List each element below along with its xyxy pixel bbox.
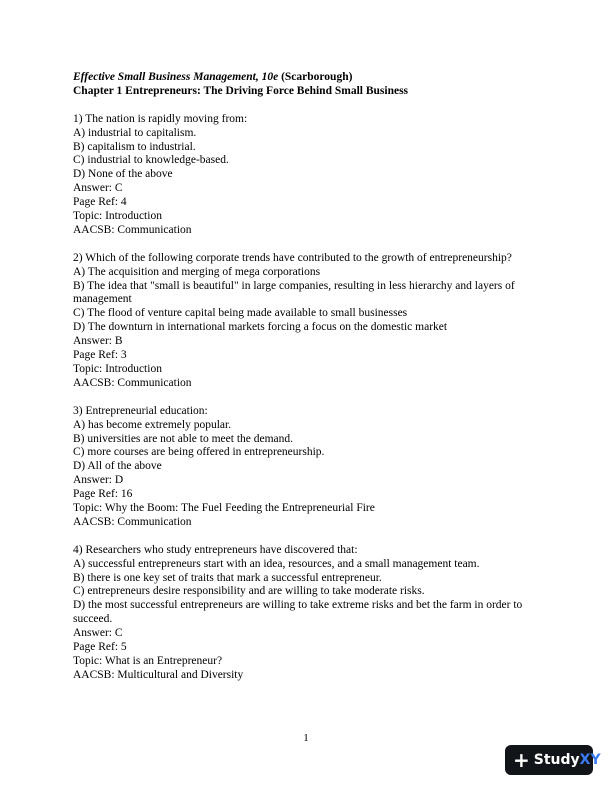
book-title: Effective Small Business Management, 10e <box>73 71 279 83</box>
question-line: Answer: C <box>73 627 123 640</box>
plus-icon: + <box>513 748 530 772</box>
question-line: AACSB: Communication <box>73 376 192 389</box>
question-line: Page Ref: 3 <box>73 349 127 362</box>
question-block <box>73 544 543 683</box>
question-line: B) capitalism to industrial. <box>73 140 196 153</box>
question-line: D) The downturn in international markets forcing a focus on the domestic market <box>73 321 448 334</box>
question-line: Topic: Why the Boom: The Fuel Feeding the Entrepreneurial Fire <box>73 502 375 515</box>
question-line: AACSB: Communication <box>73 223 192 236</box>
question-stem: 4) Researchers who study entrepreneurs have discovered that: <box>73 543 358 556</box>
badge-xy-text: XY <box>579 752 601 768</box>
book-author: (Scarborough) <box>278 71 353 83</box>
question-line: D) the most successful entrepreneurs are willing to take extreme risks and bet the farm in order to succeed. <box>73 599 523 626</box>
question-line: A) industrial to capitalism. <box>73 126 197 139</box>
question-stem: 3) Entrepreneurial education: <box>73 404 208 417</box>
question-stem: 1) The nation is rapidly moving from: <box>73 112 248 125</box>
question-line: Topic: What is an Entrepreneur? <box>73 655 223 667</box>
question-line: Page Ref: 4 <box>73 196 127 209</box>
question-line: D) None of the above <box>73 168 173 181</box>
question-line: Answer: C <box>73 182 123 195</box>
studyxy-badge[interactable] <box>505 745 601 775</box>
question-line: Page Ref: 16 <box>73 488 133 501</box>
badge-study-text: Study <box>533 752 580 768</box>
book-title-line <box>73 71 543 85</box>
question-block <box>73 252 543 391</box>
question-line: Topic: Introduction <box>73 363 162 375</box>
question-line: A) successful entrepreneurs start with an idea, resources, and a small management team. <box>73 557 480 570</box>
document-page <box>73 71 543 683</box>
page-number: 1 <box>303 732 309 744</box>
question-line: B) universities are not able to meet the demand. <box>73 432 294 445</box>
question-block <box>73 113 543 238</box>
question-line: AACSB: Communication <box>73 515 192 528</box>
question-line: C) The flood of venture capital being made available to small businesses <box>73 307 408 320</box>
question-line: AACSB: Multicultural and Diversity <box>73 668 244 681</box>
question-line: Answer: D <box>73 474 124 487</box>
question-line: A) The acquisition and merging of mega corporations <box>73 265 321 278</box>
chapter-title: Chapter 1 Entrepreneurs: The Driving Force Behind Small Business <box>73 84 409 97</box>
question-line: D) All of the above <box>73 460 162 473</box>
question-line: Page Ref: 5 <box>73 641 127 654</box>
question-line: C) more courses are being offered in entrepreneurship. <box>73 446 325 459</box>
question-line: B) there is one key set of traits that mark a successful entrepreneur. <box>73 571 382 584</box>
question-line: C) industrial to knowledge-based. <box>73 154 229 167</box>
question-line: Topic: Introduction <box>73 210 162 223</box>
question-list <box>73 113 543 683</box>
question-line: C) entrepreneurs desire responsibility and are willing to take moderate risks. <box>73 585 425 598</box>
question-line: A) has become extremely popular. <box>73 418 232 431</box>
question-block <box>73 405 543 530</box>
question-line: B) The idea that "small is beautiful" in large companies, resulting in less hierarchy and layers of management <box>73 279 515 306</box>
question-line: Answer: B <box>73 335 123 348</box>
question-stem: 2) Which of the following corporate trends have contributed to the growth of entrepreneurship? <box>73 251 512 264</box>
